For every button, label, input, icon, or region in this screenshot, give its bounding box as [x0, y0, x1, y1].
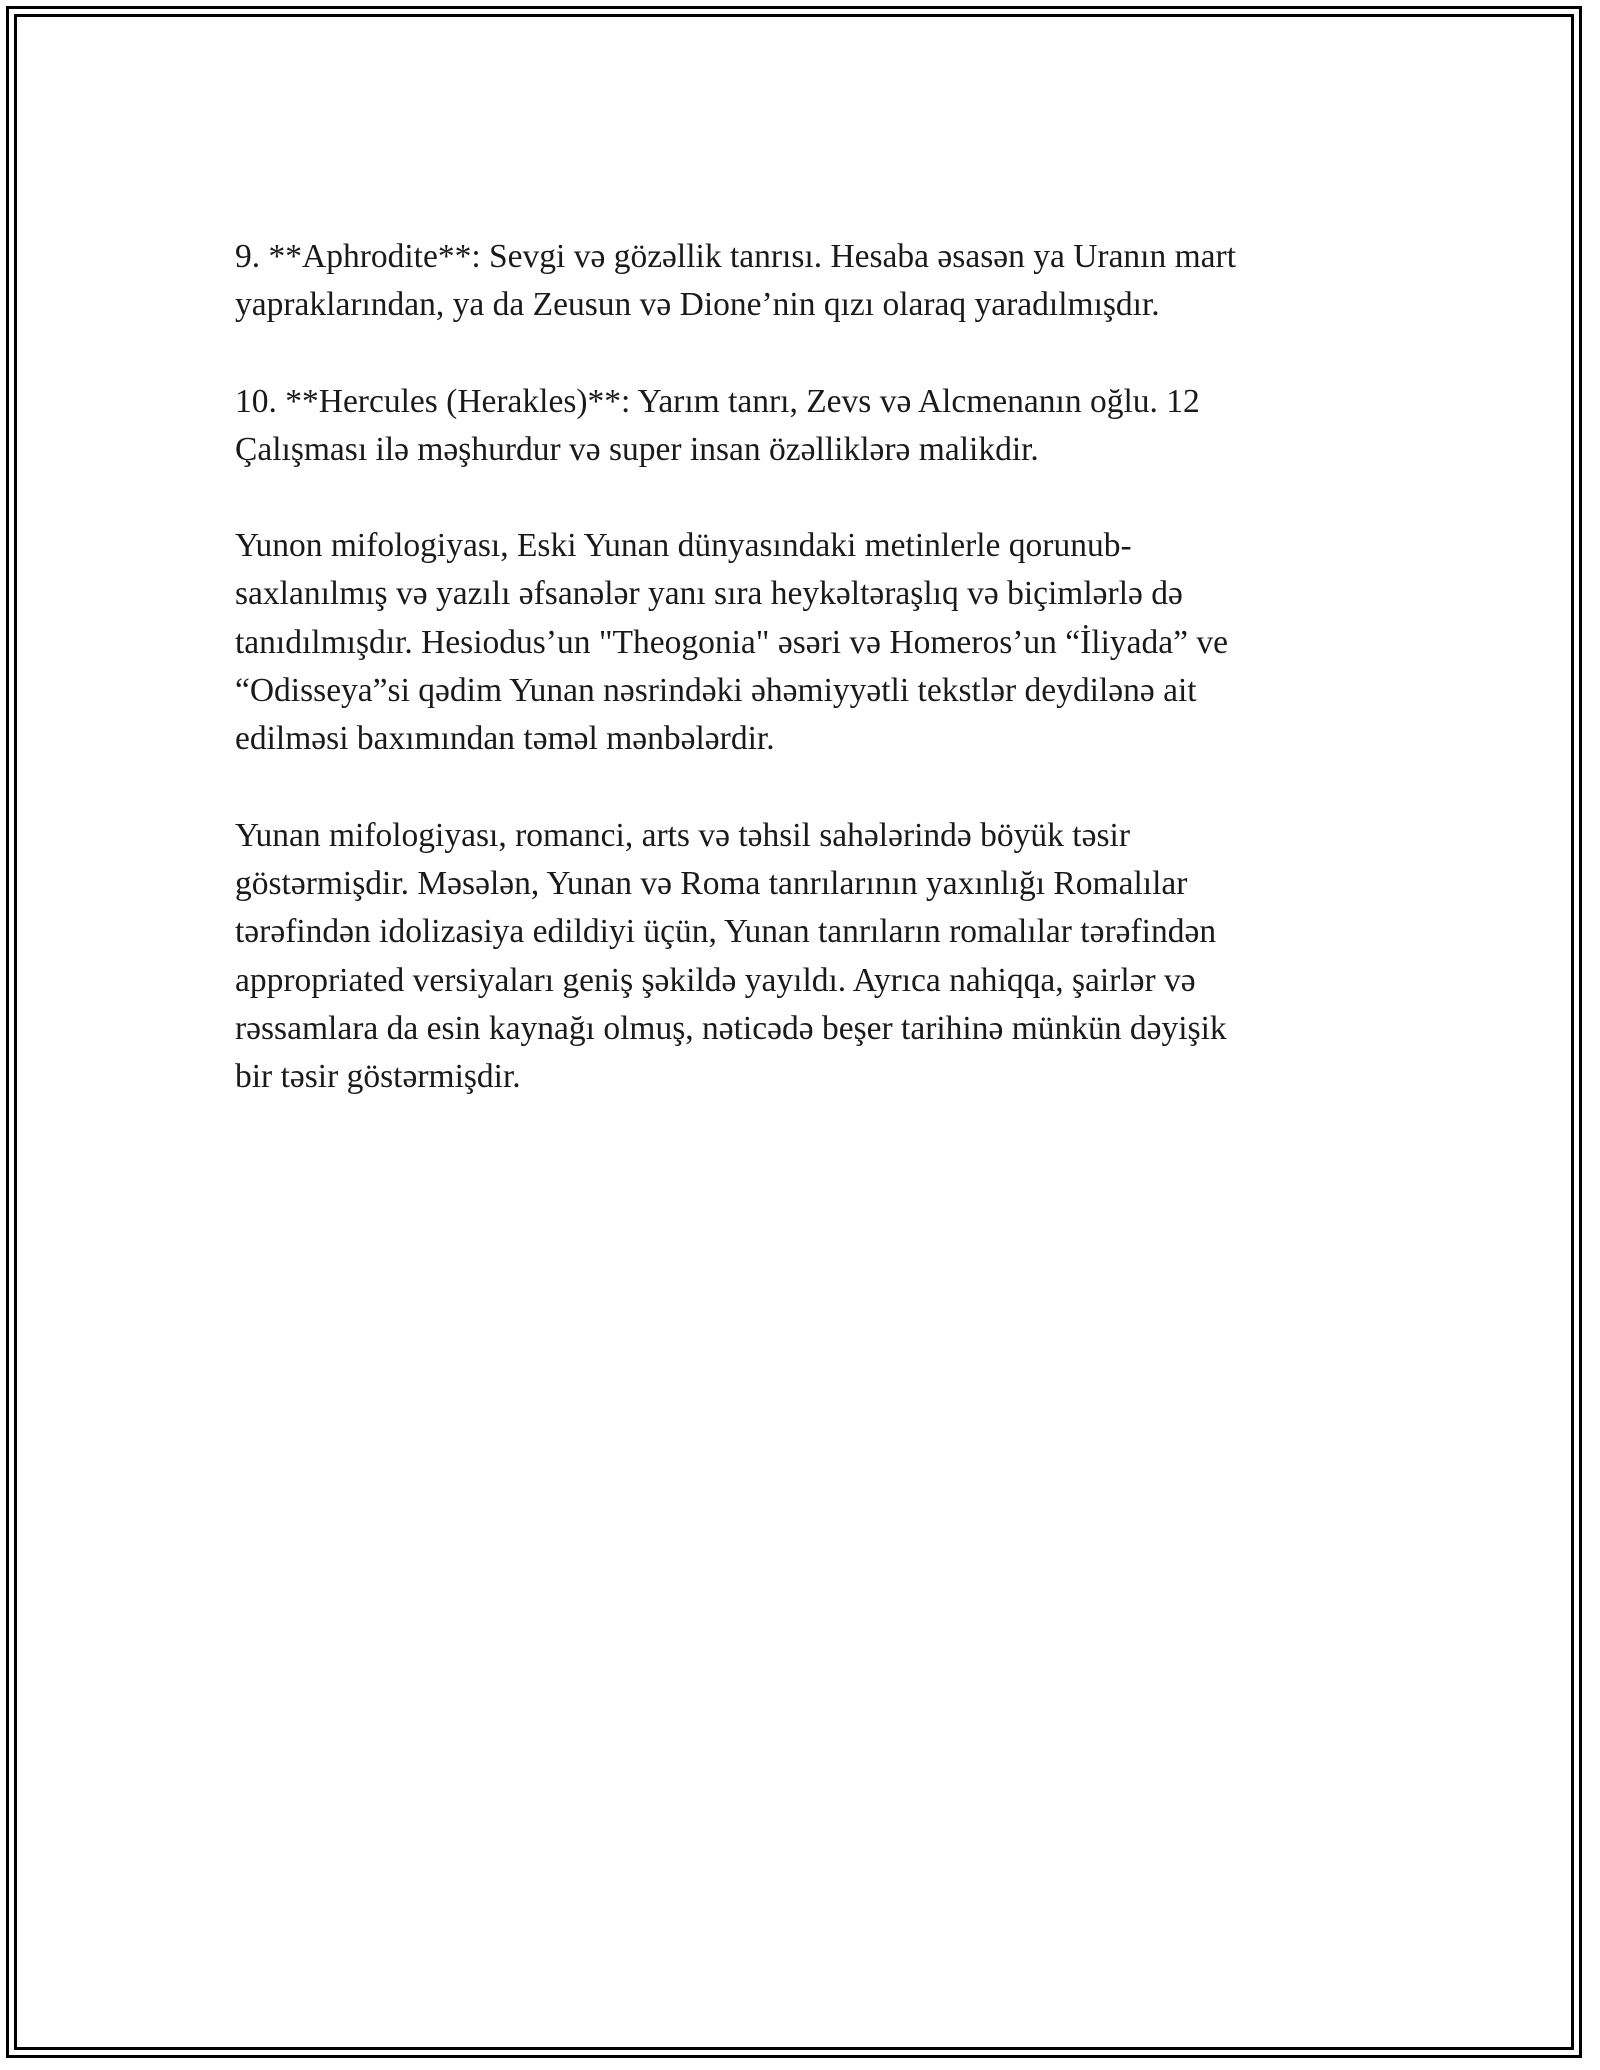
- document-body: [235, 233, 1365, 1149]
- paragraph-hercules: 10. **Hercules (Herakles)**: Yarım tanrı, Zevs və Alcmenanın oğlu. 12 Çalışması ilə məşhurdur və super insan özəlliklərə malikdir.: [235, 382, 1200, 468]
- paragraph-mythology-influence: Yunan mifologiyası, romanci, arts və təhsil sahələrində böyük təsir göstərmişdir. Məsələn, Yunan və Roma tanrılarının yaxınlığı Romalılar tərəfindən idolizasiya edildiyi üçün, Yunan tanrıların romalılar tərəfindən appropriated versiyaları geniş şəkildə yayıldı. Ayrıca nahiqqa, şairlər və rəssamlara da esin kaynağı olmuş, nəticədə beşer tarihinə münkün dəyişik bir təsir göstərmişdir.: [235, 816, 1227, 1096]
- paragraph-mythology-sources: Yunon mifologiyası, Eski Yunan dünyasındaki metinlerle qorunub- saxlanılmış və yazılı əfsanələr yanı sıra heykəltəraşlıq və biçimlərlə də tanıdılmışdır. Hesiodus’un "Theogonia" əsəri və Homeros’un “İliyada” ve “Odisseya”si qədim Yunan nəsrindəki əhəmiyyətli tekstlər deydilənə ait edilməsi baxımından təməl mənbələrdir.: [235, 527, 1229, 758]
- paragraph-aphrodite: 9. **Aphrodite**: Sevgi və gözəllik tanrısı. Hesaba əsasən ya Uranın mart yapraklarından, ya da Zeusun və Dione’nin qızı olaraq yaradılmışdır.: [235, 238, 1237, 324]
